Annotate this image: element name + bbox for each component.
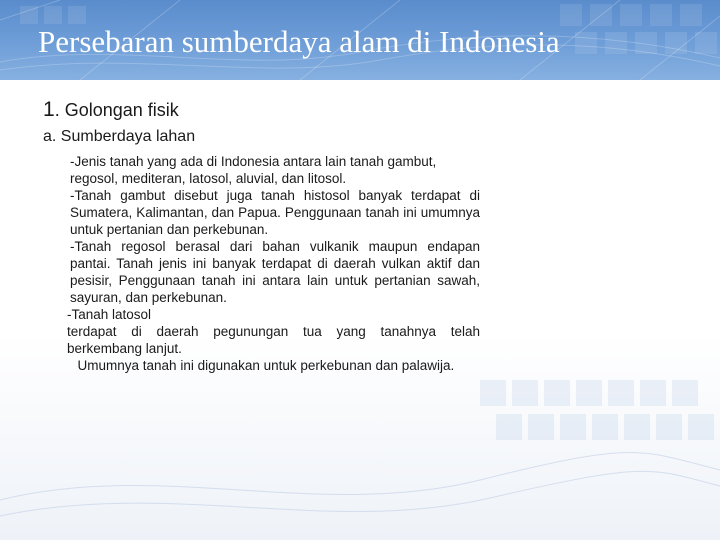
paragraph-latosol: terdapat di daerah pegunungan tua yang tanahnya telah berkembang lanjut. [67, 324, 480, 356]
title-banner [0, 0, 720, 80]
slide-title: Persebaran sumberdaya alam di Indonesia [38, 24, 560, 59]
section-heading-text: . Golongan fisik [54, 100, 179, 120]
paragraph-gambut: -Tanah gambut disebut juga tanah histosol banyak terdapat di Sumatera, Kalimantan, dan Papua. Penggunaan tanah ini umumnya untuk pertanian dan perkebunan. [70, 188, 480, 237]
section-number: 1 [43, 98, 55, 121]
section-heading [43, 98, 179, 122]
body-text [67, 153, 480, 374]
paragraph-latosol-heading: -Tanah latosol [67, 307, 152, 322]
paragraph-latosol-use: Umumnya tanah ini digunakan untuk perkebunan dan palawija. [70, 358, 455, 373]
paragraph-regosol: -Tanah regosol berasal dari bahan vulkanik maupun endapan pantai. Tanah jenis ini banyak terdapat di daerah vulkan aktif dan pesisir, Penggunaan tanah ini antara lain untuk pertanian sawah, sayuran, dan perkebunan. [70, 239, 480, 305]
subsection-heading: a. Sumberdaya lahan [43, 128, 196, 145]
paragraph-soil-types: -Jenis tanah yang ada di Indonesia antara lain tanah gambut, regosol, mediteran, latosol, aluvial, dan litosol. [70, 154, 437, 186]
